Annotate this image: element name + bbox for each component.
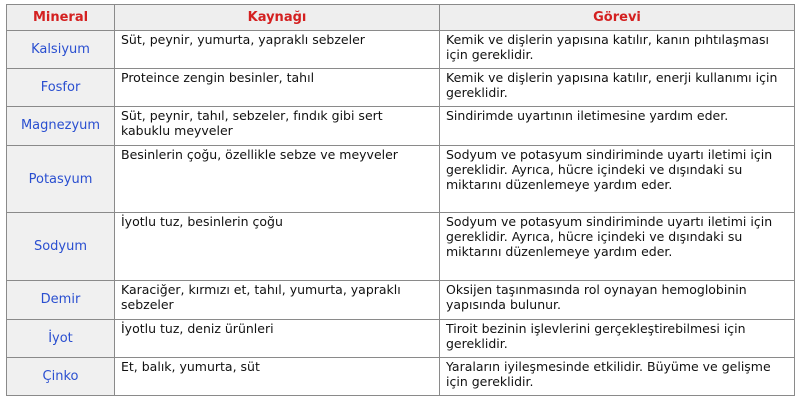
mineral-cell: Sodyum xyxy=(7,213,115,281)
source-cell: Süt, peynir, tahıl, sebzeler, fındık gibi sert kabuklu meyveler xyxy=(115,107,440,145)
source-cell: İyotlu tuz, deniz ürünleri xyxy=(115,319,440,357)
mineral-cell: Fosfor xyxy=(7,69,115,107)
mineral-cell: Kalsiyum xyxy=(7,31,115,69)
mineral-cell: Çinko xyxy=(7,357,115,395)
source-cell: Süt, peynir, yumurta, yapraklı sebzeler xyxy=(115,31,440,69)
mineral-cell: İyot xyxy=(7,319,115,357)
function-cell: Oksijen taşınmasında rol oynayan hemoglobinin yapısında bulunur. xyxy=(440,281,795,319)
table-row xyxy=(7,357,795,395)
header-mineral: Mineral xyxy=(7,5,115,31)
function-cell: Tiroit bezinin işlevlerini gerçekleştirebilmesi için gereklidir. xyxy=(440,319,795,357)
table-row xyxy=(7,31,795,69)
source-cell: Proteince zengin besinler, tahıl xyxy=(115,69,440,107)
table-row xyxy=(7,107,795,145)
function-cell: Kemik ve dişlerin yapısına katılır, kanın pıhtılaşması için gereklidir. xyxy=(440,31,795,69)
function-cell: Sodyum ve potasyum sindiriminde uyartı iletimi için gereklidir. Ayrıca, hücre içindeki ve dışındaki su miktarını düzenlemeye yardım eder. xyxy=(440,145,795,213)
table-row xyxy=(7,319,795,357)
mineral-table xyxy=(6,4,795,396)
function-cell: Sodyum ve potasyum sindiriminde uyartı iletimi için gereklidir. Ayrıca, hücre içindeki ve dışındaki su miktarını düzenlemeye yardım eder. xyxy=(440,213,795,281)
table-row xyxy=(7,213,795,281)
function-cell: Sindirimde uyartının iletimesine yardım eder. xyxy=(440,107,795,145)
mineral-cell: Magnezyum xyxy=(7,107,115,145)
mineral-cell: Demir xyxy=(7,281,115,319)
header-gorevi: Görevi xyxy=(440,5,795,31)
table-row xyxy=(7,281,795,319)
function-cell: Yaraların iyileşmesinde etkilidir. Büyüme ve gelişme için gereklidir. xyxy=(440,357,795,395)
mineral-cell: Potasyum xyxy=(7,145,115,213)
function-cell: Kemik ve dişlerin yapısına katılır, enerji kullanımı için gereklidir. xyxy=(440,69,795,107)
table-row xyxy=(7,69,795,107)
source-cell: İyotlu tuz, besinlerin çoğu xyxy=(115,213,440,281)
mineral-table-wrapper xyxy=(6,4,794,396)
source-cell: Besinlerin çoğu, özellikle sebze ve meyveler xyxy=(115,145,440,213)
table-row xyxy=(7,145,795,213)
header-kaynagi: Kaynağı xyxy=(115,5,440,31)
source-cell: Et, balık, yumurta, süt xyxy=(115,357,440,395)
source-cell: Karaciğer, kırmızı et, tahıl, yumurta, yapraklı sebzeler xyxy=(115,281,440,319)
header-row xyxy=(7,5,795,31)
